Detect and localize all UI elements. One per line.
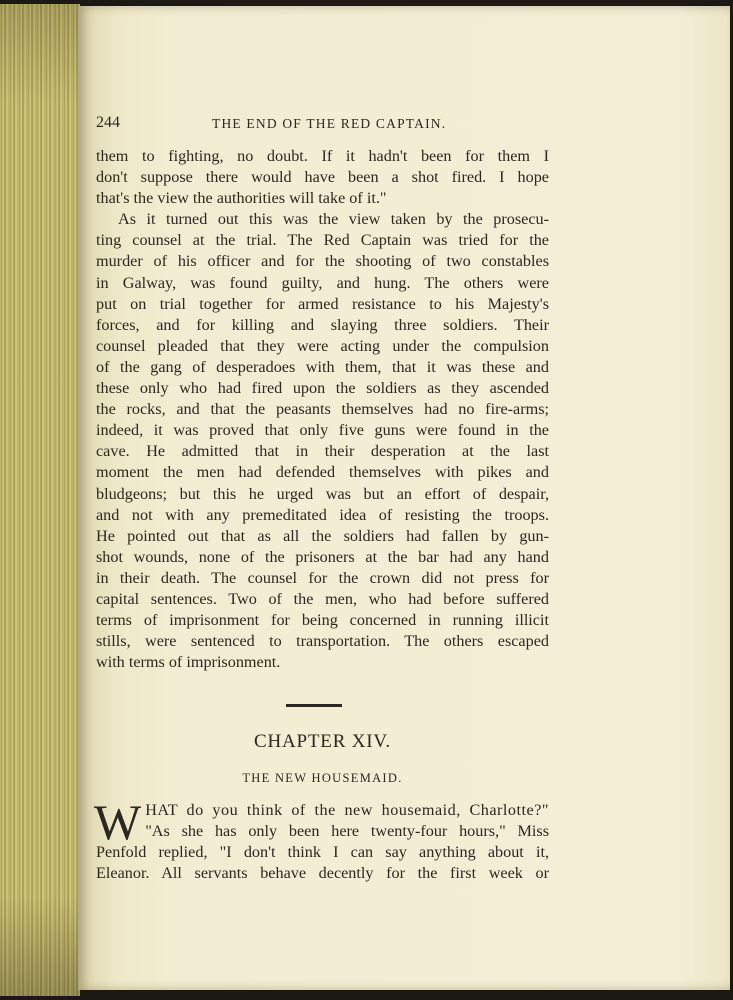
text-line: and not with any premeditated idea of resisting the troops. [96, 505, 549, 524]
text-line: them to fighting, no doubt. If it hadn't been for them I [96, 147, 549, 165]
text-line: counsel pleaded that they were acting under the compulsion [96, 336, 549, 355]
paragraph-continued [96, 146, 549, 209]
text-line: don't suppose there would have been a shot fired. I hope [96, 168, 549, 187]
text-line: As it turned out this was the view taken by the prosecu- [118, 210, 549, 229]
text-line: cave. He admitted that in their desperation at the last [96, 442, 549, 461]
chapter-heading: CHAPTER XIV. [254, 731, 391, 752]
text-line: indeed, it was proved that only five guns were found in the [96, 421, 549, 440]
text-line: that's the view the authorities will take of it." [96, 189, 387, 208]
drop-cap: W [94, 794, 142, 850]
text-line: moment the men had defended themselves with pikes and [96, 463, 549, 482]
text-line: bludgeons; but this he urged was but an effort of despair, [96, 484, 549, 503]
text-line: of the gang of desperadoes with them, that it was these and [96, 357, 549, 376]
text-line: ting counsel at the trial. The Red Captain was tried for the [96, 231, 549, 250]
chapter-subtitle: THE NEW HOUSEMAID. [242, 771, 403, 785]
text-line: with terms of imprisonment. [96, 653, 281, 672]
text-line: shot wounds, none of the prisoners at the bar had any hand [96, 547, 549, 566]
running-title: THE END OF THE RED CAPTAIN. [212, 116, 447, 131]
text-line: put on trial together for armed resistance to his Majesty's [96, 294, 549, 313]
text-line: forces, and for killing and slaying three soldiers. Their [96, 315, 549, 334]
paragraph-trial [96, 209, 549, 673]
section-divider [286, 704, 342, 707]
text-line: Penfold replied, "I don't think I can say anything about it, [96, 843, 549, 862]
page-edges [0, 4, 80, 996]
text-line: the rocks, and that the peasants themselves had no fire-arms; [96, 400, 549, 419]
chapter-opening-text [94, 794, 549, 884]
body-text [96, 146, 549, 673]
text-line: these only who had fired upon the soldiers as they ascended [96, 379, 549, 398]
text-line: "As she has only been here twenty-four hours," Miss [145, 822, 549, 841]
text-line: HAT do you think of the new housemaid, Charlotte?" [145, 801, 549, 819]
text-line: capital sentences. Two of the men, who had before suffered [96, 589, 549, 608]
text-line: murder of his officer and for the shooting of two constables [96, 252, 549, 271]
text-line: terms of imprisonment for being concerned in running illicit [96, 611, 549, 630]
text-line: He pointed out that as all the soldiers had fallen by gun- [96, 526, 549, 545]
page-number: 244 [96, 114, 120, 131]
text-line: Eleanor. All servants behave decently for the first week or [96, 864, 549, 883]
text-line: in Galway, was found guilty, and hung. The others were [96, 273, 549, 292]
text-line: stills, were sentenced to transportation. The others escaped [96, 632, 549, 651]
text-line: in their death. The counsel for the crown did not press for [96, 568, 549, 587]
